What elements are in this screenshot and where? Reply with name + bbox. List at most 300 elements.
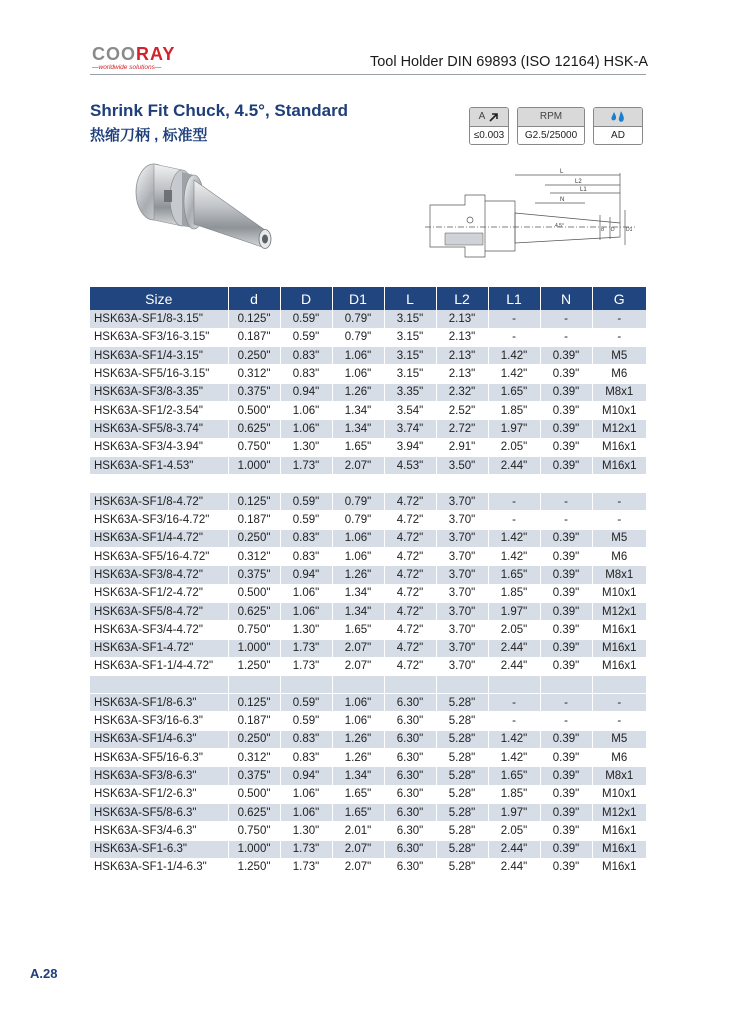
value-cell: 0.39": [540, 438, 592, 456]
value-cell: 0.83": [280, 749, 332, 767]
value-cell: 3.70": [436, 657, 488, 675]
value-cell: 0.312": [228, 749, 280, 767]
size-cell: HSK63A-SF3/16-6.3": [90, 712, 228, 730]
value-cell: M16x1: [592, 858, 646, 876]
value-cell: [384, 676, 436, 694]
value-cell: 2.13": [436, 310, 488, 328]
value-cell: 2.05": [488, 822, 540, 840]
value-cell: 0.94": [280, 383, 332, 401]
value-cell: M16x1: [592, 438, 646, 456]
value-cell: 5.28": [436, 767, 488, 785]
value-cell: 0.39": [540, 347, 592, 365]
value-cell: 1.42": [488, 548, 540, 566]
table-header-row: [90, 287, 646, 310]
dim-label-D: D: [611, 227, 615, 233]
size-cell: HSK63A-SF5/16-3.15": [90, 365, 228, 383]
value-cell: 0.39": [540, 639, 592, 657]
table-row: [90, 621, 646, 639]
value-cell: 2.44": [488, 456, 540, 474]
value-cell: 3.70": [436, 566, 488, 584]
size-cell: HSK63A-SF1/8-4.72": [90, 493, 228, 511]
size-cell: HSK63A-SF1/4-6.3": [90, 730, 228, 748]
value-cell: 3.70": [436, 621, 488, 639]
value-cell: 3.15": [384, 347, 436, 365]
coolant-drops-icon: [609, 110, 627, 124]
value-cell: 4.72": [384, 566, 436, 584]
column-header: d: [228, 287, 280, 310]
table-row: [90, 657, 646, 675]
value-cell: 0.94": [280, 767, 332, 785]
value-cell: M16x1: [592, 657, 646, 675]
rpm-badge-label: RPM: [518, 108, 584, 126]
value-cell: M12x1: [592, 420, 646, 438]
value-cell: 0.39": [540, 767, 592, 785]
table-row: [90, 822, 646, 840]
value-cell: 0.375": [228, 767, 280, 785]
value-cell: 0.39": [540, 420, 592, 438]
size-cell: HSK63A-SF1/4-4.72": [90, 529, 228, 547]
value-cell: 2.07": [332, 657, 384, 675]
value-cell: 1.85": [488, 584, 540, 602]
rpm-badge-value: G2.5/25000: [518, 126, 584, 144]
value-cell: 1.000": [228, 456, 280, 474]
value-cell: 0.39": [540, 749, 592, 767]
value-cell: 0.39": [540, 401, 592, 419]
column-header: L2: [436, 287, 488, 310]
value-cell: -: [488, 328, 540, 346]
value-cell: 4.72": [384, 548, 436, 566]
table-row: [90, 529, 646, 547]
table-row: [90, 347, 646, 365]
value-cell: 1.26": [332, 730, 384, 748]
value-cell: 5.28": [436, 785, 488, 803]
value-cell: 1.65": [488, 767, 540, 785]
table-body: [90, 310, 646, 877]
logo-accent-text: RAY: [136, 44, 176, 64]
value-cell: 0.39": [540, 858, 592, 876]
table-row: [90, 456, 646, 474]
value-cell: 0.500": [228, 785, 280, 803]
value-cell: -: [540, 310, 592, 328]
value-cell: 1.06": [280, 584, 332, 602]
value-cell: 3.70": [436, 493, 488, 511]
value-cell: -: [540, 328, 592, 346]
table-row: [90, 328, 646, 346]
value-cell: 3.70": [436, 584, 488, 602]
value-cell: 1.26": [332, 383, 384, 401]
value-cell: M10x1: [592, 584, 646, 602]
value-cell: 2.07": [332, 456, 384, 474]
value-cell: 1.06": [332, 347, 384, 365]
table-row: [90, 383, 646, 401]
table-row: [90, 310, 646, 328]
value-cell: 0.187": [228, 328, 280, 346]
logo-tagline: —worldwide solutions—: [92, 64, 162, 71]
size-cell: HSK63A-SF1-1/4-6.3": [90, 858, 228, 876]
value-cell: 6.30": [384, 785, 436, 803]
size-cell: HSK63A-SF1/2-4.72": [90, 584, 228, 602]
value-cell: 0.79": [332, 493, 384, 511]
value-cell: 0.39": [540, 822, 592, 840]
size-cell: HSK63A-SF3/16-3.15": [90, 328, 228, 346]
value-cell: 1.06": [332, 694, 384, 712]
value-cell: 1.65": [488, 383, 540, 401]
value-cell: 0.39": [540, 840, 592, 858]
size-cell: HSK63A-SF1/2-3.54": [90, 401, 228, 419]
size-cell: [90, 676, 228, 694]
value-cell: 3.35": [384, 383, 436, 401]
value-cell: -: [488, 694, 540, 712]
value-cell: 4.72": [384, 529, 436, 547]
value-cell: 1.06": [332, 529, 384, 547]
table-row: [90, 694, 646, 712]
value-cell: 0.375": [228, 383, 280, 401]
value-cell: 4.53": [384, 456, 436, 474]
size-cell: HSK63A-SF3/16-4.72": [90, 511, 228, 529]
value-cell: 2.72": [436, 420, 488, 438]
value-cell: 1.30": [280, 822, 332, 840]
size-cell: HSK63A-SF5/8-4.72": [90, 602, 228, 620]
dim-label-N: N: [560, 197, 565, 203]
value-cell: 0.187": [228, 511, 280, 529]
value-cell: 0.39": [540, 602, 592, 620]
column-header: G: [592, 287, 646, 310]
logo-wordmark: [92, 44, 202, 65]
value-cell: 3.70": [436, 602, 488, 620]
value-cell: 1.97": [488, 420, 540, 438]
value-cell: 2.01": [332, 822, 384, 840]
value-cell: 1.06": [280, 420, 332, 438]
table-row: [90, 639, 646, 657]
value-cell: 1.000": [228, 639, 280, 657]
value-cell: 1.06": [280, 401, 332, 419]
table-row: [90, 548, 646, 566]
table-row: [90, 438, 646, 456]
value-cell: -: [540, 694, 592, 712]
accuracy-badge-value: ≤0.003: [470, 126, 508, 144]
value-cell: 3.70": [436, 639, 488, 657]
value-cell: 0.125": [228, 493, 280, 511]
value-cell: 0.79": [332, 328, 384, 346]
value-cell: 0.39": [540, 529, 592, 547]
dim-label-D1: D1: [626, 227, 633, 233]
value-cell: 3.15": [384, 328, 436, 346]
value-cell: -: [540, 493, 592, 511]
value-cell: 3.70": [436, 548, 488, 566]
product-title-chinese: 热缩刀柄 , 标准型: [90, 127, 208, 144]
value-cell: 0.39": [540, 548, 592, 566]
table-row: [90, 785, 646, 803]
value-cell: 0.59": [280, 712, 332, 730]
column-header: L1: [488, 287, 540, 310]
value-cell: M16x1: [592, 840, 646, 858]
value-cell: -: [488, 712, 540, 730]
value-cell: [592, 475, 646, 493]
value-cell: 1.97": [488, 803, 540, 821]
value-cell: 1.42": [488, 365, 540, 383]
value-cell: [540, 475, 592, 493]
value-cell: 1.06": [332, 712, 384, 730]
size-cell: HSK63A-SF3/4-4.72": [90, 621, 228, 639]
value-cell: M8x1: [592, 383, 646, 401]
value-cell: [488, 676, 540, 694]
value-cell: 0.312": [228, 548, 280, 566]
column-header: L: [384, 287, 436, 310]
value-cell: 2.32": [436, 383, 488, 401]
value-cell: 3.15": [384, 365, 436, 383]
value-cell: 0.83": [280, 730, 332, 748]
value-cell: 0.250": [228, 529, 280, 547]
value-cell: [332, 676, 384, 694]
value-cell: 1.73": [280, 840, 332, 858]
value-cell: 0.750": [228, 822, 280, 840]
column-header: D: [280, 287, 332, 310]
value-cell: 6.30": [384, 858, 436, 876]
value-cell: 0.125": [228, 694, 280, 712]
value-cell: -: [488, 310, 540, 328]
size-cell: HSK63A-SF3/8-6.3": [90, 767, 228, 785]
value-cell: [332, 475, 384, 493]
value-cell: M10x1: [592, 401, 646, 419]
logo-main-text: COO: [92, 44, 137, 64]
value-cell: 3.15": [384, 310, 436, 328]
value-cell: 1.42": [488, 749, 540, 767]
value-cell: -: [592, 511, 646, 529]
value-cell: 2.13": [436, 328, 488, 346]
value-cell: 5.28": [436, 803, 488, 821]
value-cell: 0.83": [280, 529, 332, 547]
value-cell: 1.65": [332, 438, 384, 456]
table-row: [90, 840, 646, 858]
value-cell: 0.59": [280, 310, 332, 328]
value-cell: 0.83": [280, 347, 332, 365]
value-cell: 5.28": [436, 712, 488, 730]
value-cell: 0.625": [228, 420, 280, 438]
value-cell: 2.07": [332, 858, 384, 876]
value-cell: 0.83": [280, 365, 332, 383]
value-cell: 1.65": [332, 785, 384, 803]
value-cell: 0.83": [280, 548, 332, 566]
value-cell: [228, 475, 280, 493]
dim-label-angle: 4.5°: [555, 223, 564, 229]
value-cell: 0.39": [540, 621, 592, 639]
table-row: [90, 584, 646, 602]
value-cell: 5.28": [436, 694, 488, 712]
size-cell: [90, 475, 228, 493]
size-cell: HSK63A-SF1-4.53": [90, 456, 228, 474]
size-cell: HSK63A-SF1/2-6.3": [90, 785, 228, 803]
table-row: [90, 420, 646, 438]
table-row: [90, 712, 646, 730]
value-cell: 6.30": [384, 767, 436, 785]
value-cell: 1.73": [280, 657, 332, 675]
value-cell: 3.94": [384, 438, 436, 456]
value-cell: 1.06": [280, 803, 332, 821]
value-cell: 1.06": [280, 785, 332, 803]
value-cell: 2.13": [436, 365, 488, 383]
dim-label-L1: L1: [580, 187, 587, 193]
size-cell: HSK63A-SF3/8-3.35": [90, 383, 228, 401]
value-cell: M5: [592, 529, 646, 547]
value-cell: 1.06": [332, 548, 384, 566]
value-cell: 6.30": [384, 730, 436, 748]
value-cell: -: [488, 493, 540, 511]
table-spacer-row: [90, 676, 646, 694]
value-cell: 2.05": [488, 621, 540, 639]
size-cell: HSK63A-SF3/4-3.94": [90, 438, 228, 456]
value-cell: 5.28": [436, 822, 488, 840]
value-cell: [436, 676, 488, 694]
value-cell: 2.13": [436, 347, 488, 365]
value-cell: 3.50": [436, 456, 488, 474]
value-cell: 5.28": [436, 730, 488, 748]
size-cell: HSK63A-SF1-6.3": [90, 840, 228, 858]
size-cell: HSK63A-SF5/16-4.72": [90, 548, 228, 566]
value-cell: 1.73": [280, 858, 332, 876]
value-cell: 1.26": [332, 749, 384, 767]
table-row: [90, 511, 646, 529]
table-row: [90, 767, 646, 785]
value-cell: 1.97": [488, 602, 540, 620]
value-cell: 0.39": [540, 566, 592, 584]
value-cell: M16x1: [592, 822, 646, 840]
value-cell: 4.72": [384, 639, 436, 657]
value-cell: -: [540, 712, 592, 730]
value-cell: 1.250": [228, 858, 280, 876]
value-cell: [540, 676, 592, 694]
table-row: [90, 566, 646, 584]
table-row: [90, 602, 646, 620]
value-cell: 4.72": [384, 602, 436, 620]
size-cell: HSK63A-SF1/8-3.15": [90, 310, 228, 328]
value-cell: 0.312": [228, 365, 280, 383]
dim-label-L: L: [560, 169, 564, 175]
value-cell: 0.94": [280, 566, 332, 584]
accuracy-badge: [469, 107, 509, 145]
table-row: [90, 493, 646, 511]
brand-logo: [92, 44, 202, 74]
value-cell: 0.39": [540, 456, 592, 474]
value-cell: 2.05": [488, 438, 540, 456]
value-cell: 1.06": [280, 602, 332, 620]
value-cell: 1.85": [488, 401, 540, 419]
value-cell: 0.375": [228, 566, 280, 584]
value-cell: 5.28": [436, 858, 488, 876]
column-header: D1: [332, 287, 384, 310]
value-cell: 1.26": [332, 566, 384, 584]
value-cell: 0.39": [540, 584, 592, 602]
value-cell: 0.39": [540, 803, 592, 821]
size-cell: HSK63A-SF1-1/4-4.72": [90, 657, 228, 675]
value-cell: -: [540, 511, 592, 529]
value-cell: -: [592, 328, 646, 346]
value-cell: M5: [592, 347, 646, 365]
value-cell: M16x1: [592, 639, 646, 657]
value-cell: 1.34": [332, 420, 384, 438]
value-cell: [280, 676, 332, 694]
table-row: [90, 749, 646, 767]
size-cell: HSK63A-SF5/8-3.74": [90, 420, 228, 438]
value-cell: 6.30": [384, 822, 436, 840]
technical-drawing: [425, 165, 645, 280]
value-cell: 0.125": [228, 310, 280, 328]
value-cell: 1.65": [332, 621, 384, 639]
value-cell: -: [592, 712, 646, 730]
value-cell: 3.54": [384, 401, 436, 419]
value-cell: 4.72": [384, 584, 436, 602]
value-cell: M12x1: [592, 602, 646, 620]
value-cell: 4.72": [384, 657, 436, 675]
value-cell: 1.30": [280, 438, 332, 456]
value-cell: 6.30": [384, 803, 436, 821]
value-cell: 1.73": [280, 456, 332, 474]
value-cell: [592, 676, 646, 694]
value-cell: 0.750": [228, 438, 280, 456]
value-cell: 1.250": [228, 657, 280, 675]
value-cell: 0.625": [228, 602, 280, 620]
value-cell: 0.39": [540, 383, 592, 401]
value-cell: 1.30": [280, 621, 332, 639]
value-cell: 0.59": [280, 694, 332, 712]
accuracy-badge-label: A: [478, 111, 486, 122]
value-cell: 5.28": [436, 749, 488, 767]
value-cell: 1.34": [332, 602, 384, 620]
value-cell: 1.06": [332, 365, 384, 383]
value-cell: 2.44": [488, 858, 540, 876]
value-cell: M12x1: [592, 803, 646, 821]
value-cell: -: [592, 694, 646, 712]
value-cell: 2.44": [488, 639, 540, 657]
value-cell: 0.250": [228, 347, 280, 365]
value-cell: 0.625": [228, 803, 280, 821]
value-cell: 0.39": [540, 785, 592, 803]
value-cell: 1.42": [488, 529, 540, 547]
value-cell: M10x1: [592, 785, 646, 803]
value-cell: 0.59": [280, 511, 332, 529]
value-cell: -: [488, 511, 540, 529]
value-cell: 1.000": [228, 840, 280, 858]
header-divider: [90, 74, 646, 75]
value-cell: 2.52": [436, 401, 488, 419]
value-cell: 1.34": [332, 401, 384, 419]
column-header: Size: [90, 287, 228, 310]
size-cell: HSK63A-SF1-4.72": [90, 639, 228, 657]
size-cell: HSK63A-SF5/16-6.3": [90, 749, 228, 767]
value-cell: M5: [592, 730, 646, 748]
value-cell: [280, 475, 332, 493]
value-cell: M6: [592, 548, 646, 566]
value-cell: 4.72": [384, 493, 436, 511]
value-cell: 0.39": [540, 657, 592, 675]
value-cell: 2.91": [436, 438, 488, 456]
table-row: [90, 858, 646, 876]
size-cell: HSK63A-SF3/8-4.72": [90, 566, 228, 584]
coolant-badge-value: AD: [594, 126, 642, 144]
value-cell: 6.30": [384, 840, 436, 858]
column-header: N: [540, 287, 592, 310]
size-cell: HSK63A-SF5/8-6.3": [90, 803, 228, 821]
value-cell: [384, 475, 436, 493]
value-cell: 2.07": [332, 639, 384, 657]
value-cell: M8x1: [592, 767, 646, 785]
value-cell: 1.73": [280, 639, 332, 657]
value-cell: 1.65": [332, 803, 384, 821]
shrink-fit-chuck-photo: [120, 150, 280, 285]
arrow-up-right-icon: [488, 112, 499, 123]
table-row: [90, 730, 646, 748]
spec-table: [90, 287, 646, 877]
dim-label-d: d: [601, 227, 604, 233]
